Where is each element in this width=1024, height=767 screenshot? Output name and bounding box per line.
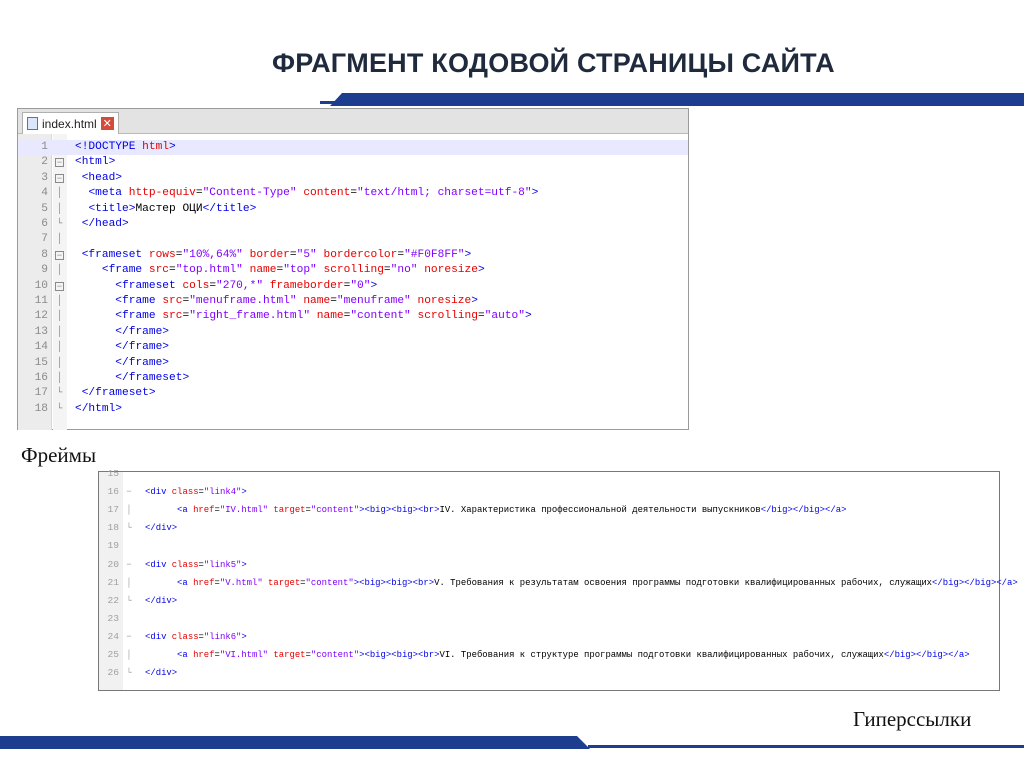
bottom-accent-stripe [0, 736, 590, 749]
fold-toggle-icon[interactable]: − [56, 250, 63, 261]
code-text: </div> [145, 594, 178, 606]
snippet-line [99, 592, 999, 610]
code-text: </frameset> [115, 372, 190, 384]
code-line[interactable] [18, 325, 688, 340]
code-line[interactable] [18, 217, 688, 232]
code-text: <meta http-equiv="Content-Type" content="text/html; charset=utf-8"> [88, 187, 539, 200]
line-number: 3 [41, 171, 48, 184]
line-number: 15 [34, 356, 48, 369]
fold-guide: └ [126, 595, 132, 606]
code-text: </frame> [115, 356, 170, 369]
fold-guide: − [126, 559, 132, 570]
code-line[interactable] [18, 202, 688, 217]
caption-frames: Фреймы [21, 443, 97, 467]
hyperlink-code-snippet [98, 468, 1018, 691]
code-text: </head> [81, 218, 129, 230]
code-line[interactable] [18, 248, 688, 263]
code-text: <frameset cols="270,*" frameborder="0"> [115, 279, 378, 292]
snippet-line [99, 646, 999, 664]
close-icon[interactable]: ✕ [102, 117, 112, 130]
code-text: <div class="link5"> [145, 558, 247, 570]
snippet-line [99, 556, 999, 574]
line-number: 17 [107, 504, 119, 516]
line-number: 8 [41, 248, 48, 261]
line-number: 10 [34, 279, 48, 292]
fold-guide: │ [56, 203, 63, 215]
code-text: </div> [145, 522, 178, 534]
code-line[interactable] [18, 186, 688, 201]
code-text: <div class="link4"> [145, 486, 247, 498]
fold-guide: └ [56, 388, 63, 400]
line-number: 16 [34, 372, 48, 384]
code-text: <head> [81, 171, 123, 184]
fold-guide: │ [56, 296, 63, 307]
code-line[interactable] [18, 402, 688, 417]
line-number: 19 [107, 540, 119, 552]
line-number: 11 [34, 295, 48, 307]
code-line[interactable] [18, 371, 688, 386]
code-text: <a href="V.html" target="content"><big><big><br>V. Требования к результатам освоения программы подготовки квалифицированных рабочих, служащих</big></big></a> [177, 576, 1018, 588]
fold-guide: │ [56, 265, 63, 277]
code-line[interactable] [18, 263, 688, 278]
code-line[interactable] [18, 232, 688, 247]
code-line[interactable] [18, 294, 688, 309]
line-number: 13 [34, 325, 48, 338]
code-text: </frameset> [81, 387, 156, 400]
fold-guide: │ [126, 577, 132, 588]
top-accent-line [320, 101, 340, 104]
code-text: </div> [145, 667, 178, 679]
line-number: 24 [107, 630, 119, 642]
fold-toggle-icon[interactable]: − [56, 173, 63, 184]
code-text: </html> [75, 402, 123, 415]
code-line[interactable] [18, 171, 688, 186]
fold-guide: │ [56, 188, 63, 200]
line-number: 20 [107, 558, 119, 570]
fold-guide: └ [126, 523, 132, 534]
line-number: 18 [34, 402, 48, 415]
snippet-line [99, 610, 999, 628]
line-number: 5 [41, 202, 48, 215]
fold-guide: │ [56, 234, 63, 246]
line-number: 25 [107, 649, 119, 660]
code-line[interactable] [18, 279, 688, 294]
line-number: 2 [41, 156, 48, 169]
code-editor-window [17, 108, 689, 430]
code-text: </frame> [115, 341, 170, 354]
line-number: 15 [107, 468, 119, 479]
slide-title: ФРАГМЕНТ КОДОВОЙ СТРАНИЦЫ САЙТА [272, 48, 835, 78]
code-line[interactable] [18, 356, 688, 371]
fold-guide: │ [56, 342, 63, 354]
tab-index-html[interactable] [22, 112, 119, 134]
line-number: 14 [34, 341, 48, 354]
code-line[interactable] [18, 155, 688, 170]
snippet-line [99, 574, 1018, 592]
code-text: <frame src="menuframe.html" name="menuframe" noresize> [115, 295, 478, 307]
line-number: 1 [41, 141, 48, 153]
fold-guide: − [126, 487, 132, 498]
code-text: <div class="link6"> [145, 630, 247, 642]
tab-label: index.html [42, 116, 97, 131]
line-number: 7 [41, 233, 48, 246]
code-text: <!DOCTYPE html> [75, 141, 176, 153]
line-number: 26 [107, 667, 119, 679]
top-accent-stripe [330, 93, 1024, 106]
snippet-line [99, 465, 999, 483]
fold-guide: − [126, 631, 132, 642]
snippet-line [99, 664, 999, 682]
line-number: 21 [107, 576, 119, 588]
code-text: <a href="VI.html" target="content"><big><big><br>VI. Требования к структуре программы подготовки квалифицированных рабочих, служащих</big></big></a> [177, 649, 970, 660]
snippet-line [99, 628, 999, 646]
code-text: <frame src="top.html" name="top" scrolling="no" noresize> [101, 264, 485, 277]
code-line[interactable] [18, 340, 688, 355]
code-text: <frameset rows="10%,64%" border="5" bordercolor="#F0F8FF"> [81, 248, 472, 261]
fold-guide: │ [126, 650, 132, 660]
snippet-line [99, 537, 999, 555]
line-number: 12 [34, 310, 48, 323]
code-text: <title>Мастер ОЦИ</title> [88, 202, 257, 215]
fold-guide: └ [126, 668, 132, 679]
line-number: 23 [107, 612, 119, 624]
fold-guide: │ [56, 373, 63, 384]
fold-guide: │ [56, 357, 63, 369]
line-number: 18 [107, 522, 119, 534]
fold-guide: └ [56, 403, 63, 415]
code-line[interactable] [18, 386, 688, 401]
code-text: </frame> [115, 325, 170, 338]
fold-guide: │ [126, 505, 132, 516]
html-file-icon [27, 117, 38, 130]
snippet-line [99, 501, 999, 519]
line-number: 4 [41, 187, 48, 200]
fold-toggle-icon[interactable]: − [56, 158, 63, 169]
code-text: <html> [75, 156, 116, 169]
fold-toggle-icon[interactable]: − [56, 281, 63, 292]
line-number: 9 [41, 264, 48, 277]
fold-guide: │ [56, 311, 63, 323]
code-area[interactable] [18, 134, 688, 430]
code-line[interactable] [18, 309, 688, 324]
code-text: <a href="IV.html" target="content"><big><big><br>IV. Характеристика профессиональной деятельности выпускников</big></big></a> [177, 504, 847, 516]
editor-tab-bar [18, 109, 688, 134]
fold-guide: │ [56, 326, 63, 338]
fold-guide: └ [56, 219, 63, 230]
line-number: 22 [107, 594, 119, 606]
line-number: 6 [41, 218, 48, 230]
snippet-line [99, 483, 999, 501]
code-line[interactable] [18, 140, 688, 155]
caption-hyperlinks: Гиперссылки [853, 707, 972, 731]
snippet-line [99, 519, 999, 537]
line-number: 17 [34, 387, 48, 400]
code-text: <frame src="right_frame.html" name="content" scrolling="auto"> [115, 310, 532, 323]
bottom-accent-line [588, 745, 1024, 748]
line-number: 16 [107, 486, 119, 498]
